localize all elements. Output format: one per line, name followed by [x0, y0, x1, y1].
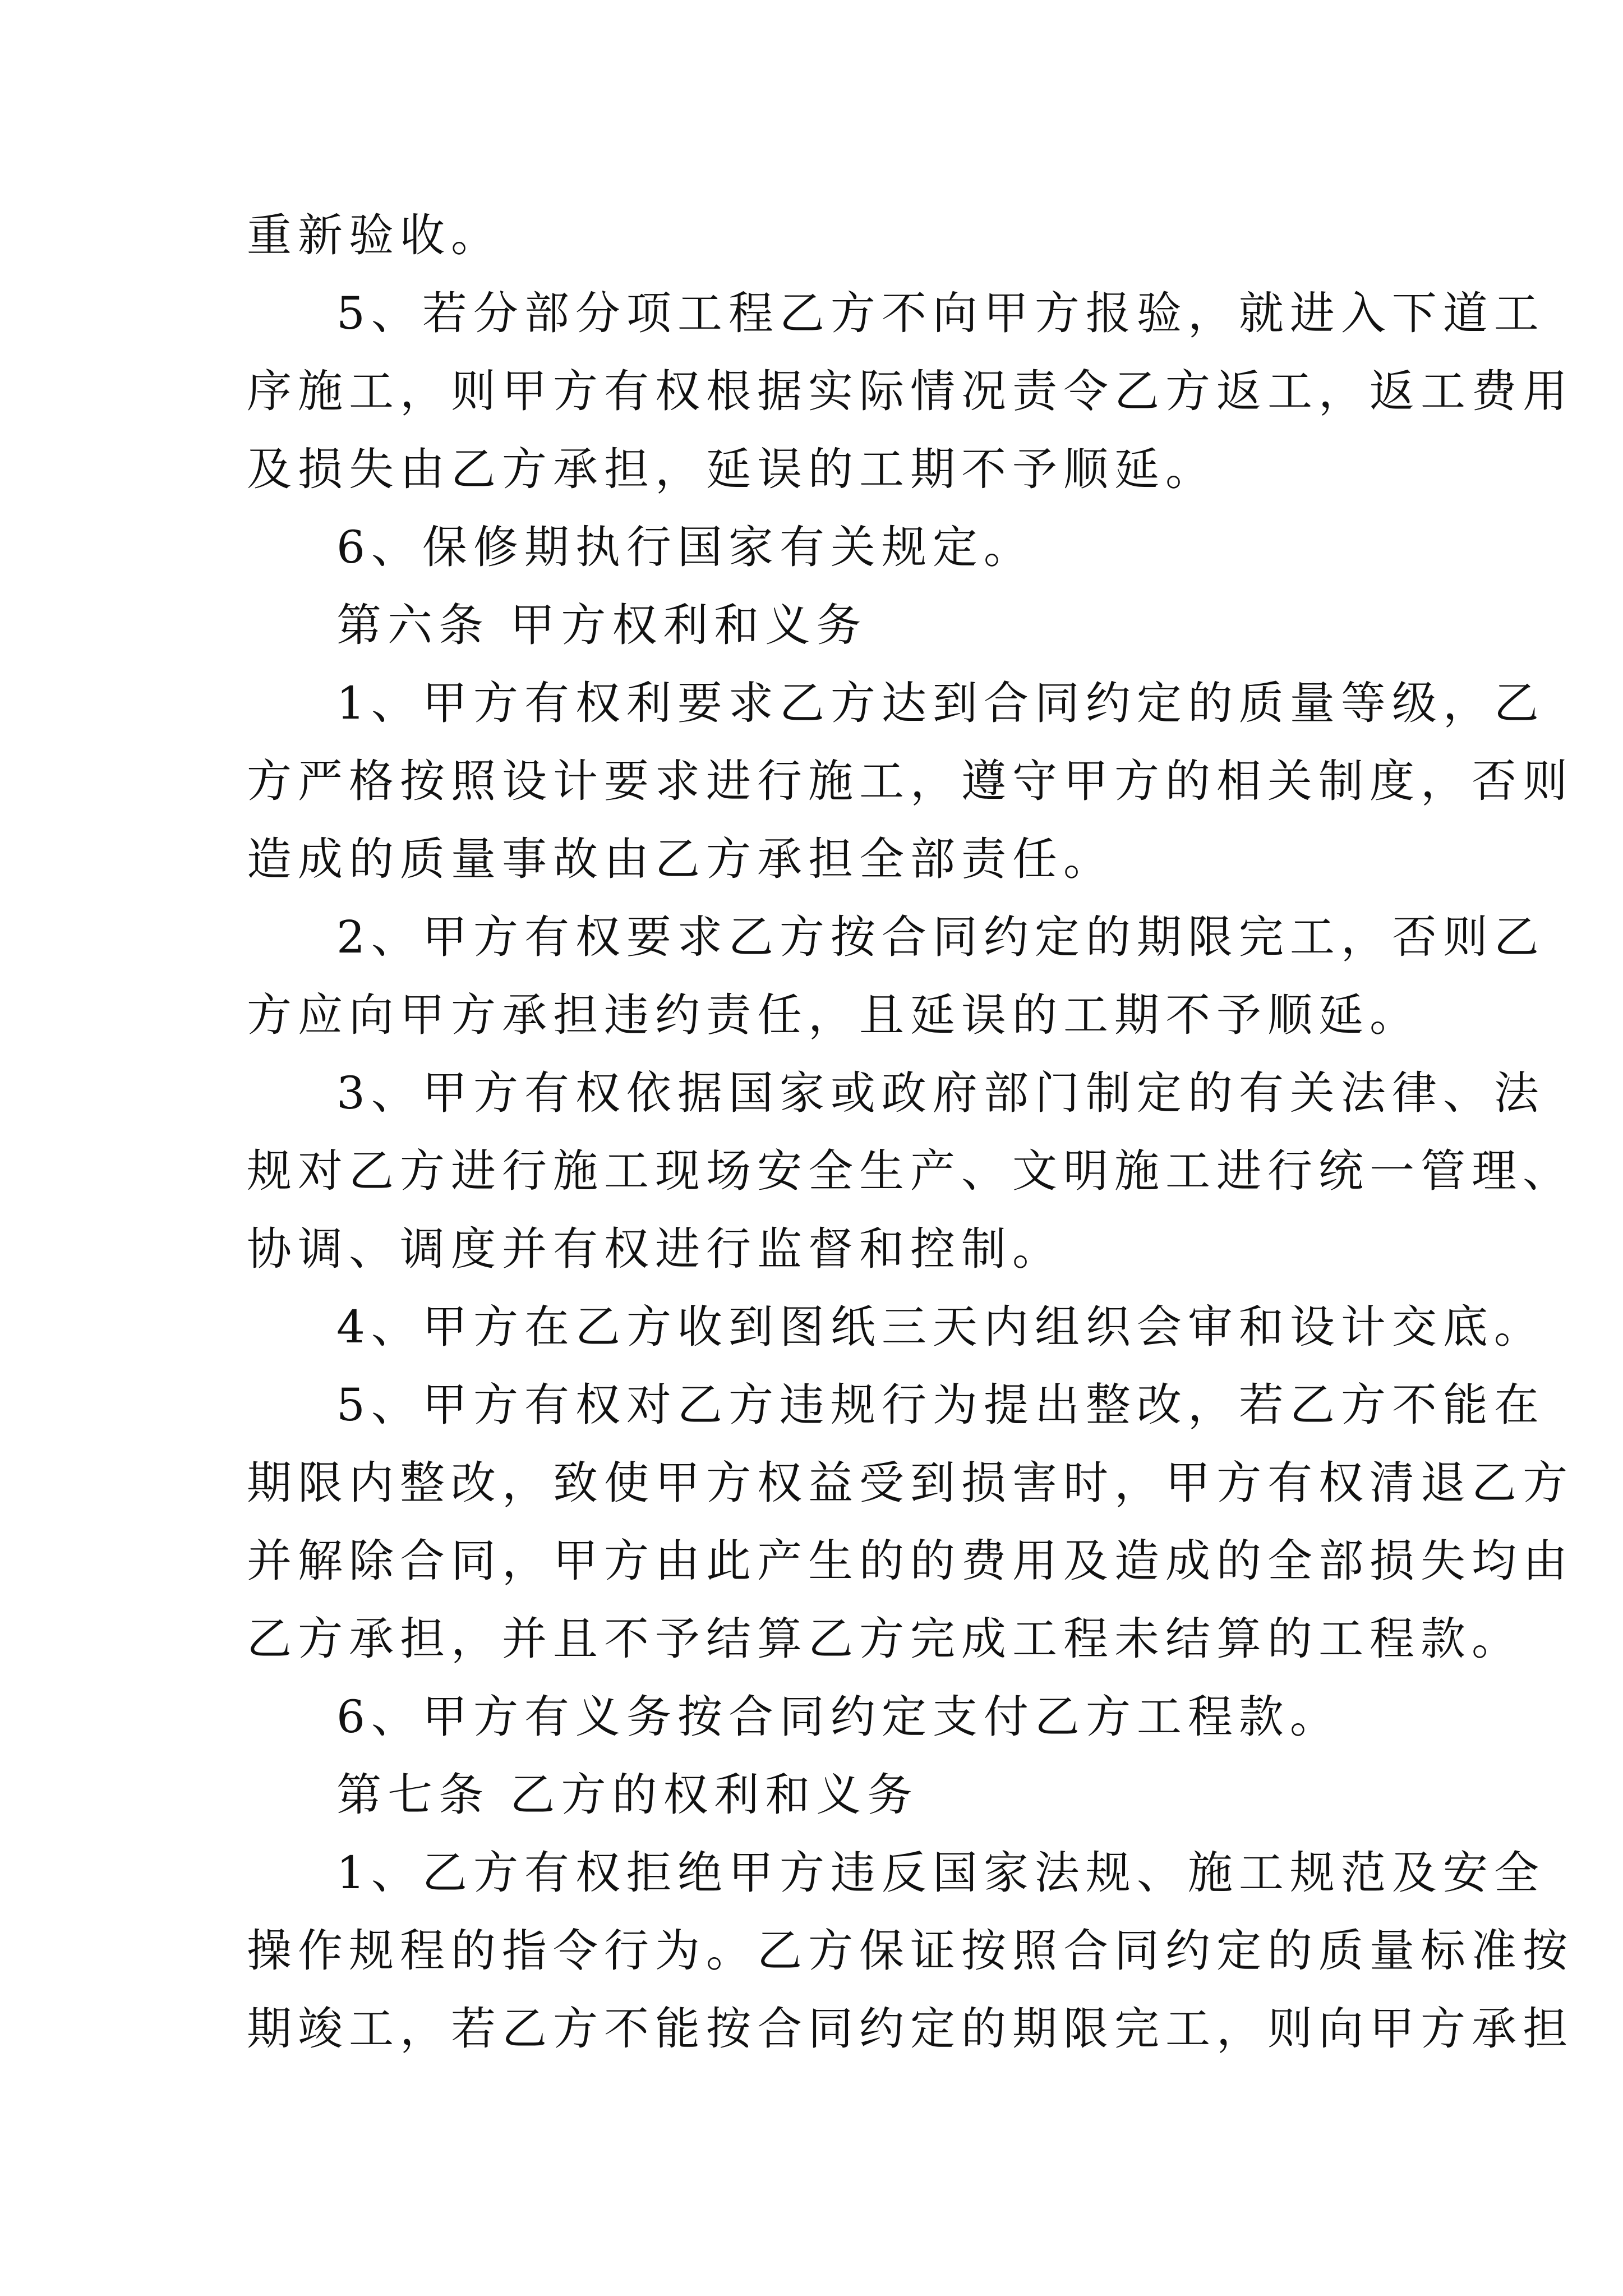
text-line: 5、若分部分项工程乙方不向甲方报验，就进入下道工	[336, 287, 1545, 339]
text-line: 造成的质量事故由乙方承担全部责任。	[247, 833, 1114, 885]
text-line: 重新验收。	[247, 209, 502, 261]
text-line: 期限内整改，致使甲方权益受到损害时，甲方有权清退乙方	[247, 1457, 1574, 1509]
text-line: 协调、调度并有权进行监督和控制。	[247, 1223, 1063, 1275]
text-line: 1、乙方有权拒绝甲方违反国家法规、施工规范及安全	[336, 1847, 1545, 1899]
text-line: 5、甲方有权对乙方违规行为提出整改，若乙方不能在	[336, 1379, 1545, 1431]
section-heading: 第七条 乙方的权利和义务	[336, 1769, 919, 1821]
text-line: 方严格按照设计要求进行施工，遵守甲方的相关制度，否则	[247, 755, 1574, 807]
text-line: 乙方承担，并且不予结算乙方完成工程未结算的工程款。	[247, 1613, 1523, 1665]
text-line: 序施工，则甲方有权根据实际情况责令乙方返工，返工费用	[247, 365, 1574, 417]
text-line: 4、甲方在乙方收到图纸三天内组织会审和设计交底。	[336, 1301, 1545, 1353]
text-line: 方应向甲方承担违约责任，且延误的工期不予顺延。	[247, 989, 1421, 1041]
text-line: 规对乙方进行施工现场安全生产、文明施工进行统一管理、	[247, 1145, 1574, 1197]
text-line: 及损失由乙方承担，延误的工期不予顺延。	[247, 443, 1216, 495]
text-line: 2、甲方有权要求乙方按合同约定的期限完工，否则乙	[336, 911, 1545, 963]
text-line: 1、甲方有权利要求乙方达到合同约定的质量等级，乙	[336, 677, 1545, 729]
text-line: 3、甲方有权依据国家或政府部门制定的有关法律、法	[336, 1067, 1545, 1119]
text-line: 6、甲方有义务按合同约定支付乙方工程款。	[336, 1691, 1341, 1743]
text-line: 并解除合同，甲方由此产生的的费用及造成的全部损失均由	[247, 1535, 1574, 1587]
text-line: 6、保修期执行国家有关规定。	[336, 521, 1035, 573]
text-line: 操作规程的指令行为。乙方保证按照合同约定的质量标准按	[247, 1925, 1574, 1977]
text-line: 期竣工，若乙方不能按合同约定的期限完工，则向甲方承担	[247, 2003, 1574, 2055]
section-heading: 第六条 甲方权利和义务	[336, 599, 868, 651]
